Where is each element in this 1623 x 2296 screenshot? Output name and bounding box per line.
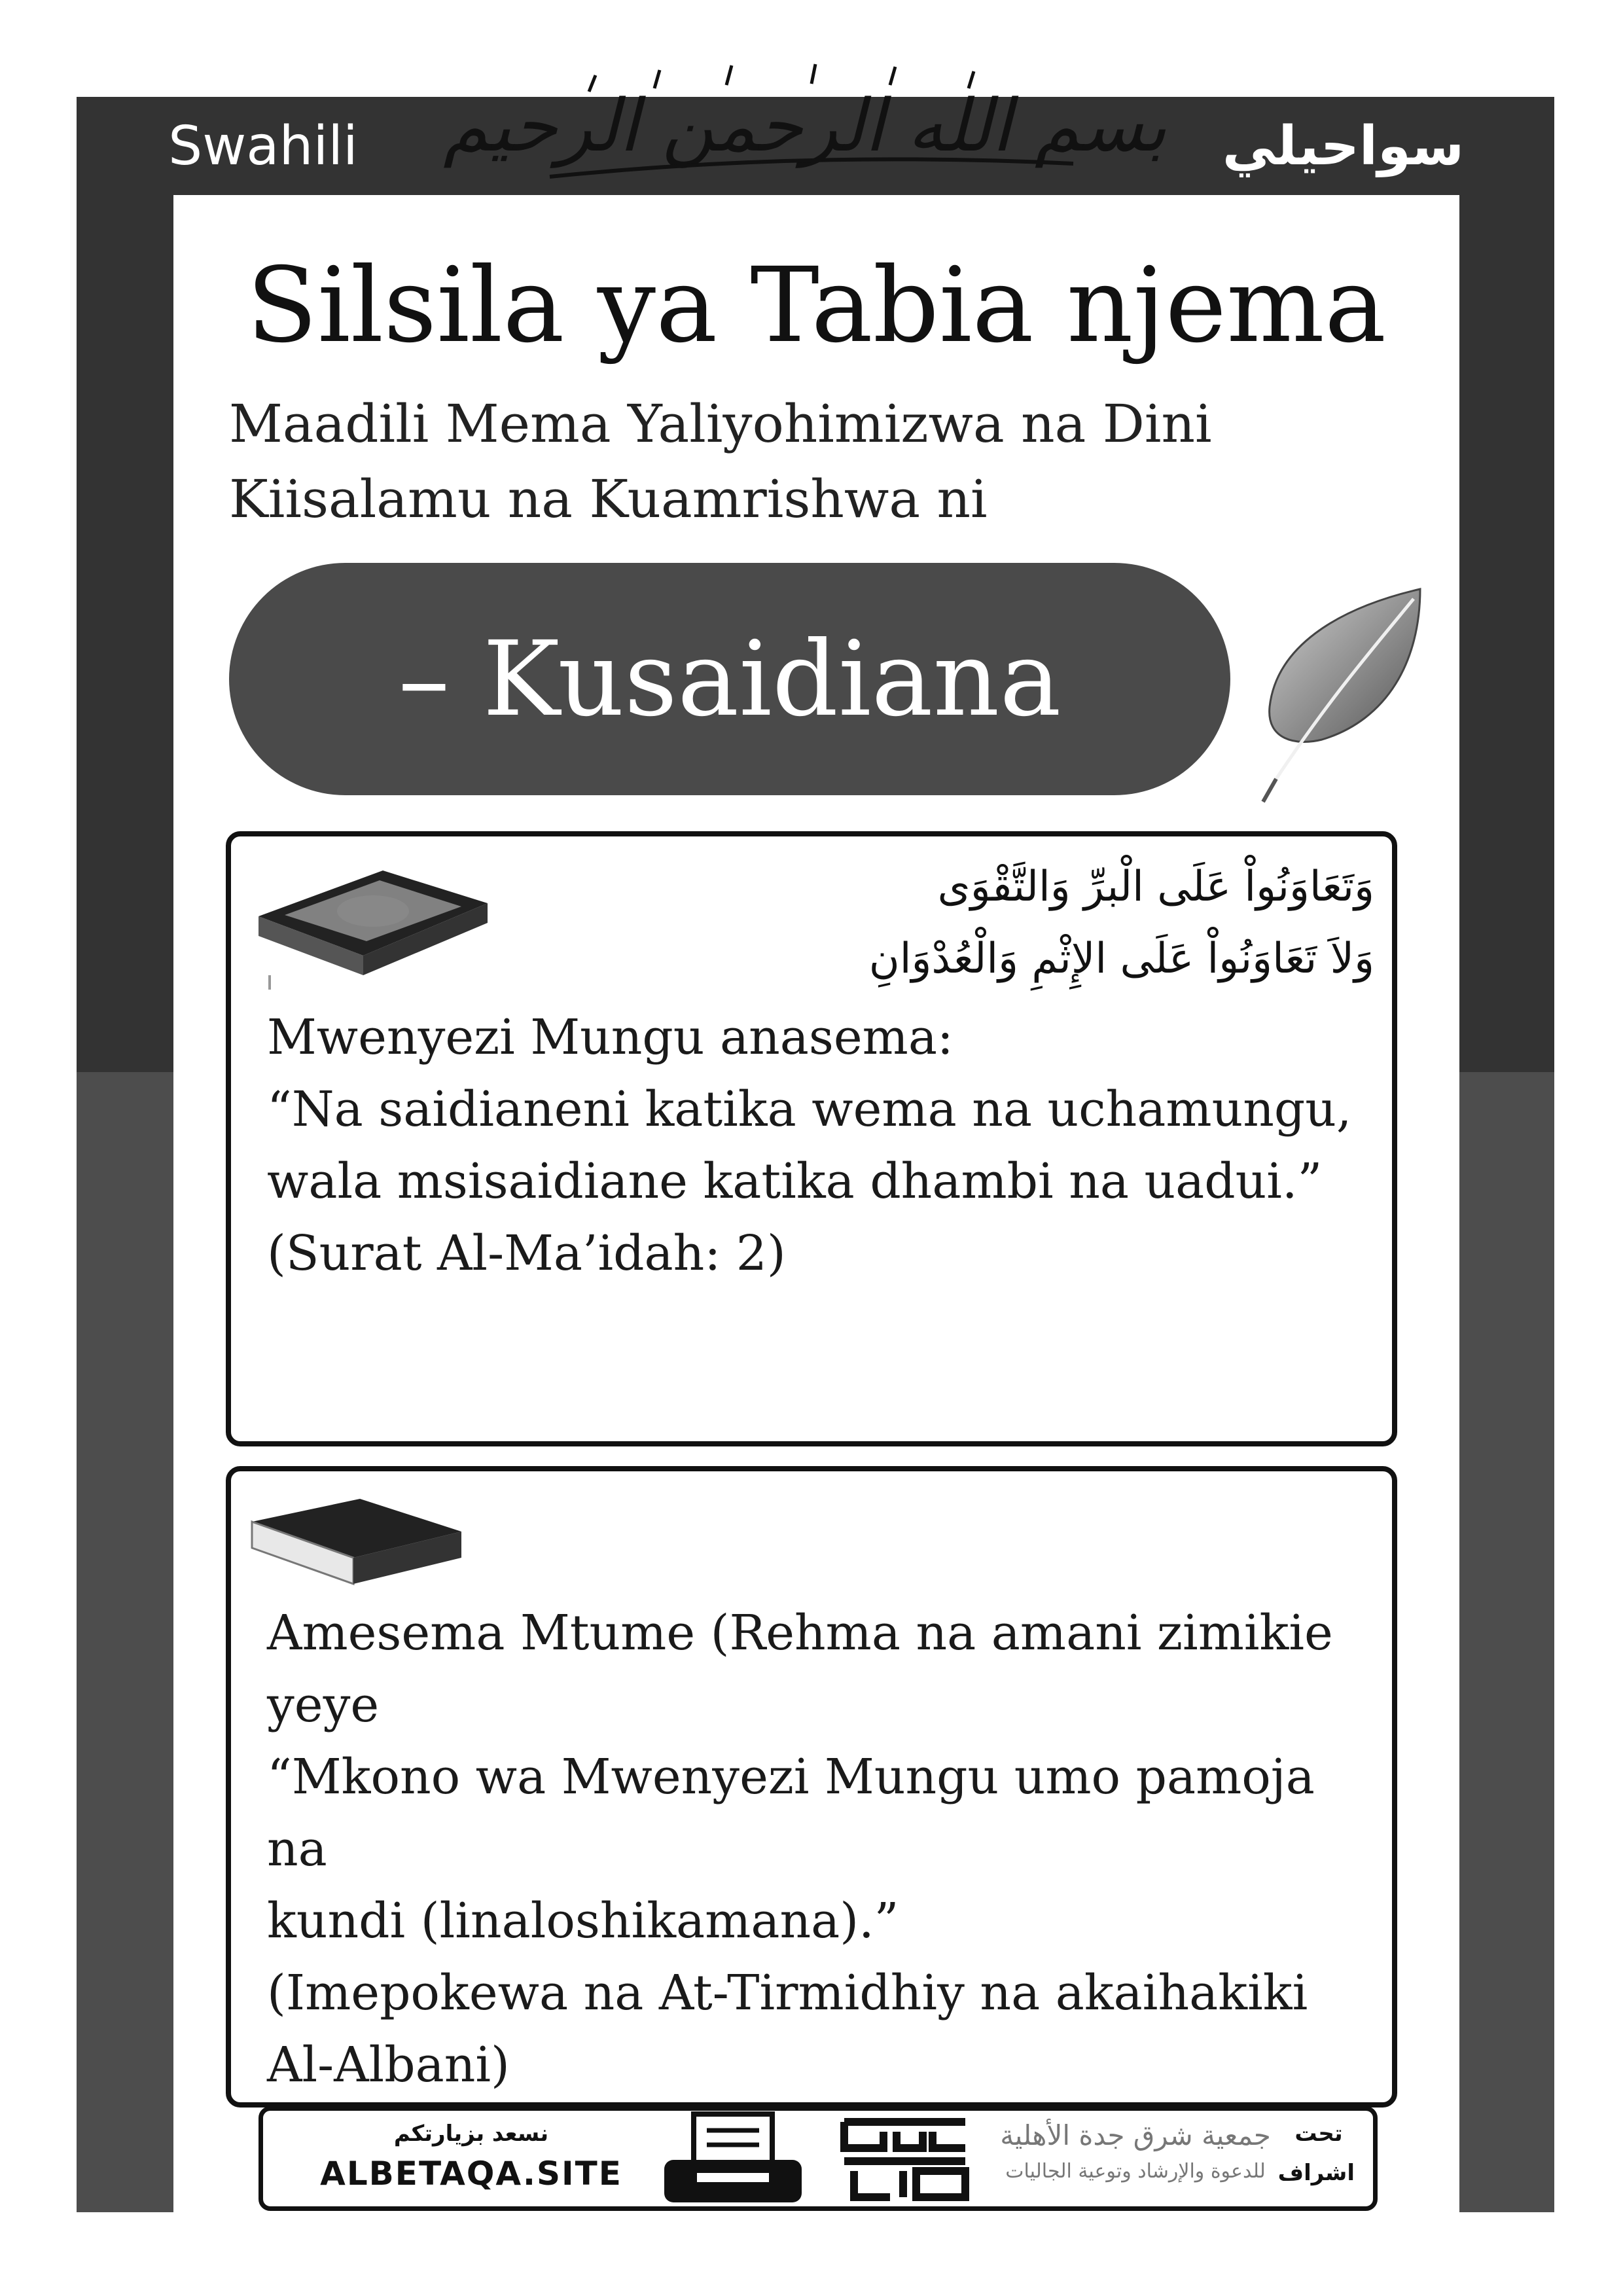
dawa-logo-text: دعوة الورقة [902, 2204, 906, 2205]
hadith-line: kundi (linaloshikamana).” [267, 1893, 899, 1949]
subtitle-line-2: Kiisalamu na Kuamrishwa ni [229, 469, 988, 529]
topic-banner [229, 563, 1230, 795]
quran-verse-line-2: وَلاَ تَعَاوَنُواْ عَلَى الإِثْمِ وَالْعُدْوَانِ [868, 935, 1374, 983]
hadith-line: “Mkono wa Mwenyezi Mungu umo pamoja na [267, 1749, 1315, 1877]
visit-text: نسعد بزيارتكم [393, 2121, 549, 2147]
hadith-reference: Al-Albani) [267, 2037, 510, 2093]
supervision-label-1: تحت [1294, 2121, 1343, 2147]
association-subtitle: للدعوة والإرشاد وتوعية الجاليات [1005, 2160, 1266, 2183]
association-name: جمعية شرق جدة الأهلية [1000, 2119, 1271, 2151]
quran-reference: (Surat Al-Ma’idah: 2) [267, 1225, 786, 1282]
quran-line: Mwenyezi Mungu anasema: [267, 1009, 954, 1066]
page-title: Silsila ya Tabia njema [246, 245, 1387, 366]
dawa-logo-icon [834, 2109, 975, 2207]
quran-translation [267, 1001, 1380, 1289]
subtitle [229, 386, 1407, 537]
quran-verse-arabic [733, 851, 1374, 995]
basmala-calligraphy [443, 52, 1167, 196]
hadith-line: Amesema Mtume (Rehma na amani zimikie yeye [267, 1605, 1333, 1733]
language-label-english: Swahili [77, 97, 450, 195]
hadith-translation [267, 1597, 1380, 2101]
quran-book-icon [245, 857, 494, 995]
subtitle-line-1: Maadili Mema Yaliyohimizwa na Dini [229, 393, 1212, 454]
hadith-reference: (Imepokewa na At-Tirmidhiy na akaihakiki [267, 1965, 1308, 2021]
supervision-label-2: اشراف [1277, 2160, 1355, 2186]
quran-verse-line-1: وَتَعَاوَنُواْ عَلَى الْبرِّ وَالتَّقْوَى [937, 863, 1374, 911]
quran-line: wala msisaidiane katika dhambi na uadui.” [267, 1153, 1323, 1210]
leaf-icon [1257, 583, 1427, 805]
printer-icon [658, 2111, 808, 2208]
language-label-arabic: سواحيلي [1132, 97, 1554, 195]
basmala-text: بسم الله الرحمن الرحيم [443, 84, 1167, 168]
quran-line: “Na saidianeni katika wema na uchamungu, [267, 1081, 1352, 1138]
site-link[interactable]: ALBETAQA.SITE [320, 2155, 622, 2193]
topic-label: – Kusaidiana [398, 619, 1061, 740]
